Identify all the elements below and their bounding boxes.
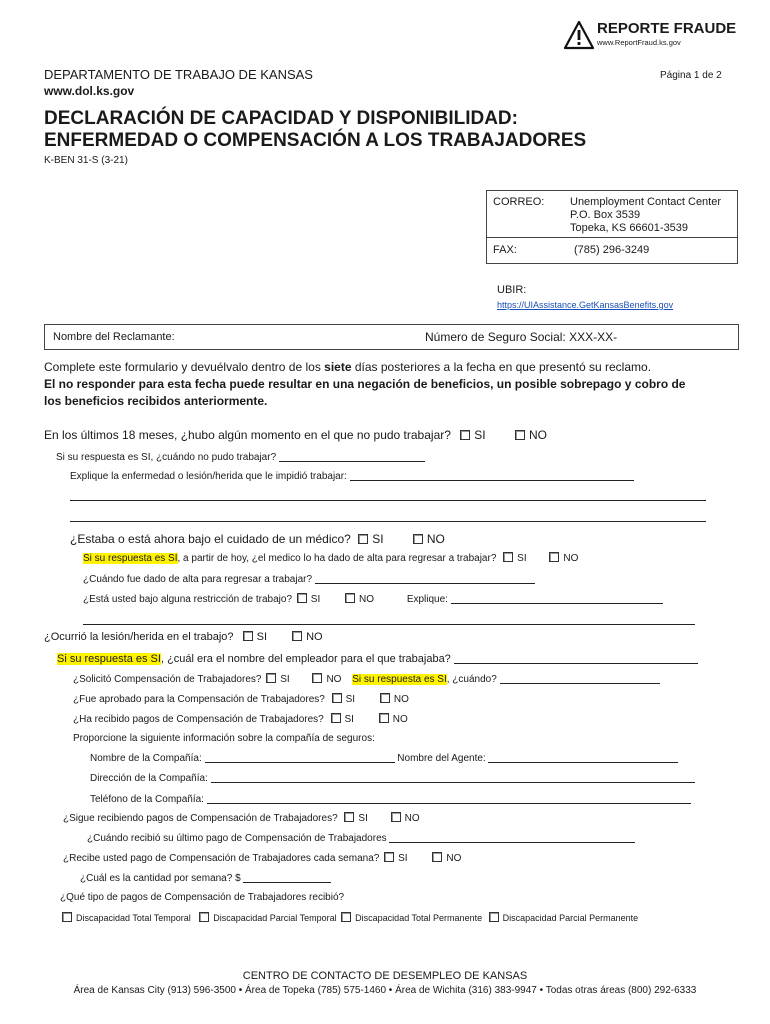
q3-still-receiving-no-checkbox[interactable]: NO: [391, 813, 420, 824]
q3-requested-row: ¿Solicitó Compensación de Trabajadores? SI NO Si su respuesta es SI, ¿cuándo?: [73, 673, 660, 685]
instructions-line1: Complete este formulario y devuélvalo dentro de los siete días posteriores a la fecha en que presentó su reclamo.: [44, 360, 652, 374]
type-temp-partial-checkbox[interactable]: Discapacidad Parcial Temporal: [199, 913, 336, 923]
ssn-label: Número de Seguro Social: XXX-XX-: [425, 330, 618, 344]
q1-explain-label: Explique la enfermedad o lesión/herida que le impidió trabajar:: [70, 470, 634, 482]
agent-name-field[interactable]: [488, 752, 678, 763]
mail-label: CORREO:: [493, 196, 545, 208]
q1-explain-line3[interactable]: [70, 521, 706, 522]
q3-weekly-yes-checkbox[interactable]: SI: [384, 853, 407, 864]
contact-box: [486, 190, 738, 264]
company-phone-field[interactable]: [207, 793, 691, 804]
claimant-box: [44, 324, 739, 350]
mail-address-line2: P.O. Box 3539: [570, 209, 641, 221]
type-temp-total-checkbox[interactable]: Discapacidad Total Temporal: [62, 913, 191, 923]
q3-company-address-row: Dirección de la Compañía:: [90, 772, 695, 784]
instructions-line2: El no responder para esta fecha puede resultar en una negación de beneficios, un posible sobrepago y cobro de: [44, 377, 686, 391]
fax-label: FAX:: [493, 244, 517, 256]
company-address-field[interactable]: [211, 772, 695, 783]
q1-yes-checkbox[interactable]: SI: [460, 428, 485, 442]
q2-when-released-row: ¿Cuándo fue dado de alta para regresar a trabajar?: [83, 573, 535, 585]
q3-question: ¿Ocurrió la lesión/herida en el trabajo? SI NO: [44, 631, 323, 643]
q3-weekly-no-checkbox[interactable]: NO: [432, 853, 461, 864]
warning-triangle-icon: [563, 20, 595, 50]
footer-center-name: CENTRO DE CONTACTO DE DESEMPLEO DE KANSAS: [242, 970, 528, 982]
fax-value: (785) 296-3249: [574, 244, 650, 256]
q3-payment-types: [62, 912, 638, 923]
q3-last-payment-row: ¿Cuándo recibió su último pago de Compensación de Trabajadores: [87, 832, 635, 844]
fraud-logo: [563, 20, 743, 52]
q3-approved-row: ¿Fue aprobado para la Compensación de Trabajadores? SI NO: [73, 694, 409, 705]
q2-explain-line2[interactable]: [83, 624, 695, 625]
last-payment-field[interactable]: [389, 832, 635, 843]
q3-company-name-row: Nombre de la Compañía: Nombre del Agente:: [90, 752, 678, 764]
q2-restriction-yes-checkbox[interactable]: SI: [297, 594, 320, 605]
q2-restriction-no-checkbox[interactable]: NO: [345, 594, 374, 605]
q1-no-checkbox[interactable]: NO: [515, 428, 547, 442]
fraud-logo-title: REPORTE FRAUDE: [597, 20, 737, 37]
q3-received-yes-checkbox[interactable]: SI: [331, 714, 354, 725]
department-name: DEPARTAMENTO DE TRABAJO DE KANSAS: [44, 67, 313, 82]
q2-released-no-checkbox[interactable]: NO: [549, 553, 578, 564]
q1-question: En los últimos 18 meses, ¿hubo algún momento en el que no pudo trabajar? SI NO: [44, 428, 547, 442]
q2-released-yes-checkbox[interactable]: SI: [503, 553, 526, 564]
q3-received-row: ¿Ha recibido pagos de Compensación de Trabajadores? SI NO: [73, 714, 408, 725]
q3-approved-yes-checkbox[interactable]: SI: [332, 694, 355, 705]
company-name-field[interactable]: [205, 752, 395, 763]
q3-yes-checkbox[interactable]: SI: [243, 631, 267, 643]
q3-payment-type-label: ¿Qué tipo de pagos de Compensación de Trabajadores recibió?: [60, 892, 345, 903]
q3-approved-no-checkbox[interactable]: NO: [380, 694, 409, 705]
claimant-name-label: Nombre del Reclamante:: [53, 331, 175, 343]
ubir-label: UBIR:: [497, 284, 527, 296]
q3-requested-yes-checkbox[interactable]: SI: [266, 674, 289, 685]
form-title-line1: DECLARACIÓN DE CAPACIDAD Y DISPONIBILIDAD:: [44, 108, 518, 129]
q3-provide-label: Proporcione la siguiente información sobre la compañía de seguros:: [73, 733, 375, 744]
type-perm-total-checkbox[interactable]: Discapacidad Total Permanente: [341, 913, 482, 923]
q1-when-field[interactable]: [279, 451, 425, 462]
q1-explain-field[interactable]: [350, 470, 634, 481]
q3-received-no-checkbox[interactable]: NO: [379, 714, 408, 725]
q2-restriction-row: ¿Está usted bajo alguna restricción de trabajo? SI NO Explique:: [83, 593, 663, 605]
department-website: www.dol.ks.gov: [44, 84, 135, 98]
mail-address-line3: Topeka, KS 66601-3539: [570, 222, 689, 234]
page-number: Página 1 de 2: [660, 70, 722, 81]
q3-still-receiving-row: ¿Sigue recibiendo pagos de Compensación de Trabajadores? SI NO: [63, 813, 420, 824]
q2-yes-checkbox[interactable]: SI: [358, 532, 383, 546]
q3-still-receiving-yes-checkbox[interactable]: SI: [344, 813, 367, 824]
mail-address-line1: Unemployment Contact Center: [570, 196, 722, 208]
weekly-amount-field[interactable]: [243, 872, 331, 883]
q2-question: ¿Estaba o está ahora bajo el cuidado de un médico? SI NO: [70, 532, 445, 546]
q3-amount-row: ¿Cuál es la cantidad por semana? $: [80, 872, 331, 884]
q3-employer-field[interactable]: [454, 653, 698, 664]
q1-when-label: Si su respuesta es SI, ¿cuándo no pudo trabajar?: [56, 451, 425, 463]
q2-when-released-field[interactable]: [315, 573, 535, 584]
ubir-link[interactable]: https://UIAssistance.GetKansasBenefits.gov: [497, 300, 674, 310]
q2-explain-field[interactable]: [451, 593, 663, 604]
q3-requested-when-field[interactable]: [500, 673, 660, 684]
form-title-line2: ENFERMEDAD O COMPENSACIÓN A LOS TRABAJADORES: [44, 130, 587, 151]
q1-explain-line2[interactable]: [70, 500, 706, 501]
form-code: K-BEN 31-S (3-21): [44, 155, 128, 166]
q3-employer-row: Si su respuesta es SI, ¿cuál era el nombre del empleador para el que trabajaba?: [57, 653, 698, 665]
q2-released-row: Si su respuesta es SI, a partir de hoy, ¿el medico lo ha dado de alta para regresar a trabajar? SI NO: [83, 553, 579, 564]
fraud-logo-url: www.ReportFraud.ks.gov: [597, 38, 681, 47]
instructions-line3: los beneficios recibidos anteriormente.: [44, 394, 268, 408]
type-perm-partial-checkbox[interactable]: Discapacidad Parcial Permanente: [489, 913, 639, 923]
q3-weekly-row: ¿Recibe usted pago de Compensación de Trabajadores cada semana? SI NO: [63, 853, 462, 864]
q3-no-checkbox[interactable]: NO: [292, 631, 323, 643]
footer-phones: Área de Kansas City (913) 596-3500 • Área de Topeka (785) 575-1460 • Área de Wichita (316) 383-9947 • Todas otras áreas (800) 292-6333: [73, 985, 697, 996]
q3-requested-no-checkbox[interactable]: NO: [312, 674, 341, 685]
q3-company-phone-row: Teléfono de la Compañía:: [90, 793, 691, 805]
q2-no-checkbox[interactable]: NO: [413, 532, 445, 546]
